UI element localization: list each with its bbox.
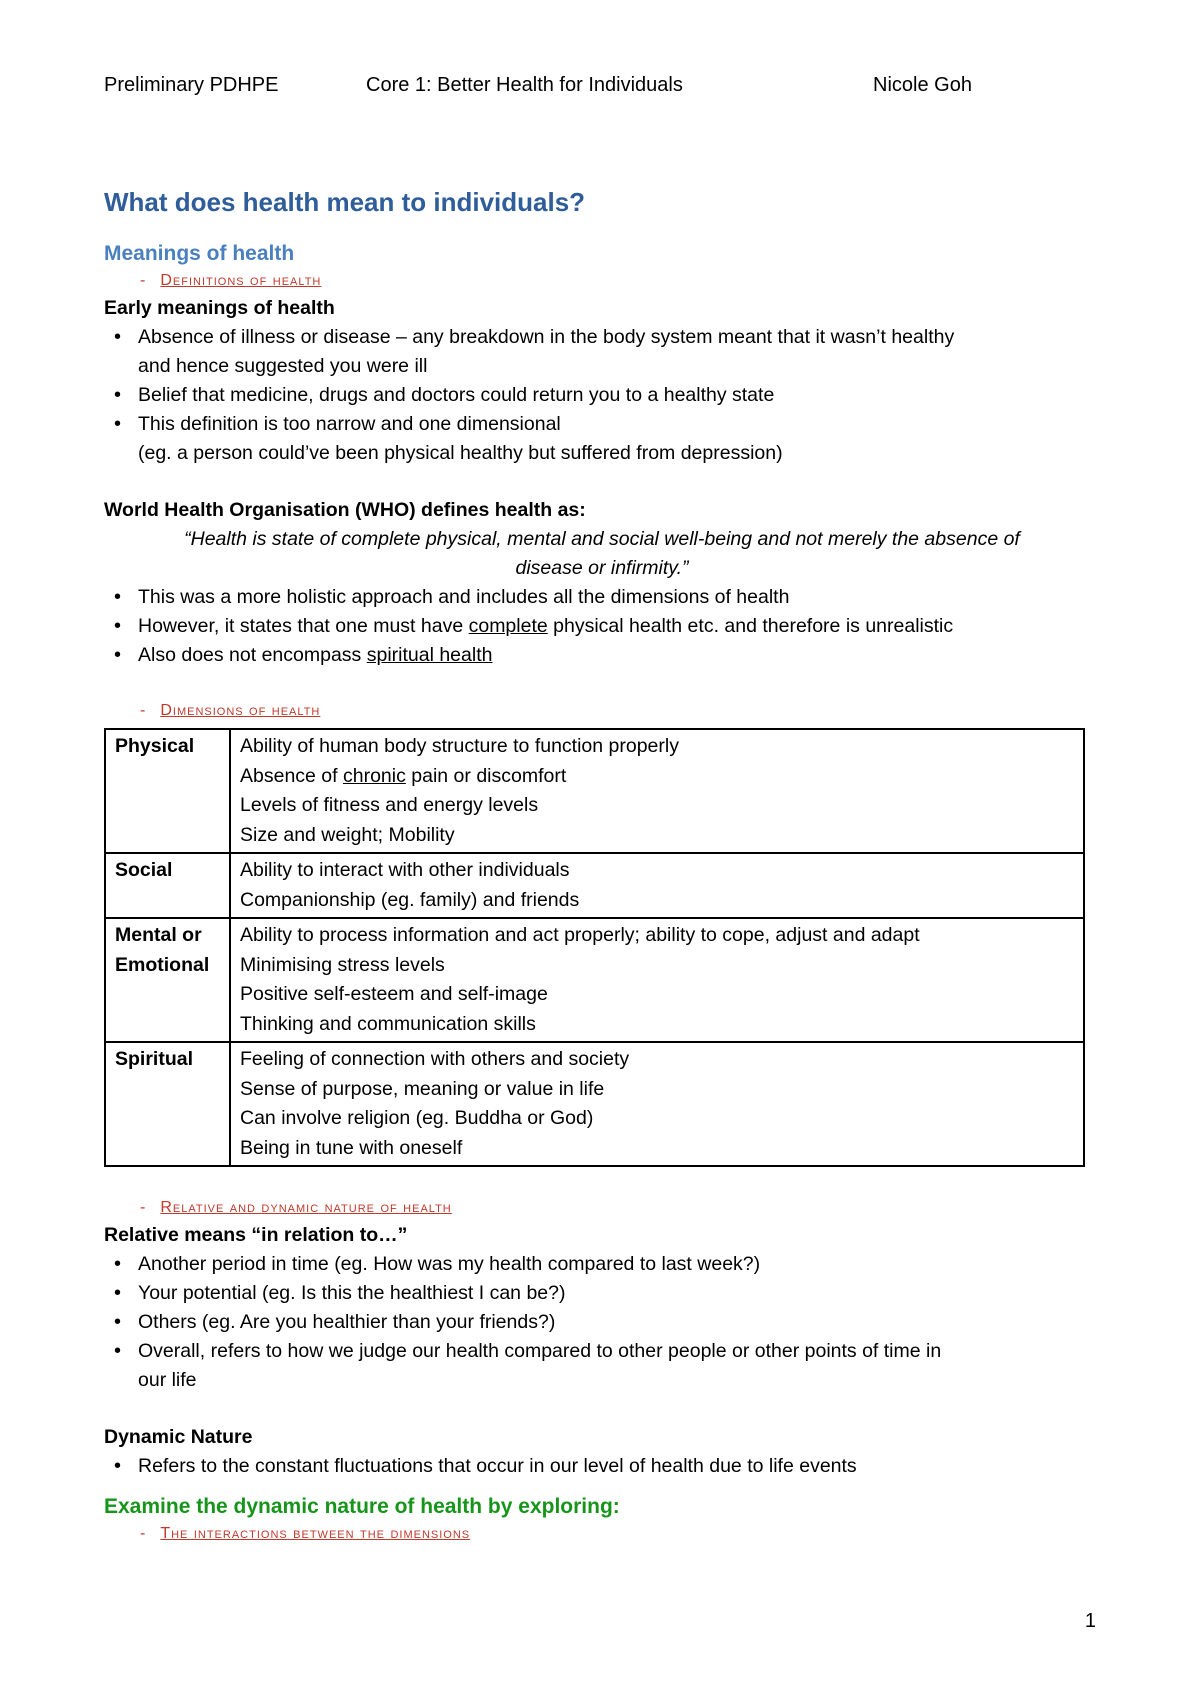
header-course: Preliminary PDHPE [104, 74, 279, 96]
dimension-description [230, 729, 1084, 853]
text-run: physical health etc. and therefore is unrealistic [547, 615, 954, 637]
list-item [138, 612, 1100, 641]
interactions-subheading: - The interactions between the dimensions [140, 1525, 471, 1542]
underlined-text: complete [468, 615, 548, 637]
relative-heading: Relative means “in relation to…” [104, 1224, 408, 1246]
early-meanings-heading: Early meanings of health [104, 297, 335, 319]
table-row [105, 1042, 1084, 1166]
description-line: Feeling of connection with others and society [240, 1048, 630, 1070]
list-item: • This definition is too narrow and one dimensional [138, 410, 1100, 439]
relative-subheading-text: Relative and dynamic nature of health [160, 1199, 452, 1216]
description-line: Companionship (eg. family) and friends [240, 888, 580, 911]
early-meanings-list [104, 323, 1100, 352]
dynamic-list [104, 1452, 1100, 1481]
list-item [138, 641, 1100, 670]
who-heading: World Health Organisation (WHO) defines health as: [104, 499, 586, 521]
dimension-name: Mental or Emotional [105, 918, 230, 1042]
dimension-name: Spiritual [105, 1042, 230, 1166]
description-line: Minimising stress levels [240, 953, 445, 976]
description-line: Can involve religion (eg. Buddha or God) [240, 1107, 594, 1129]
dimensions-subheading-text: Dimensions of health [160, 702, 321, 719]
dimension-description [230, 918, 1084, 1042]
early-meanings-list-cont [104, 381, 1100, 439]
description-line: Positive self-esteem and self-image [240, 983, 548, 1005]
description-line [240, 762, 1074, 792]
description-line: Ability to process information and act properly; ability to cope, adjust and adapt [240, 924, 920, 946]
dimension-description [230, 1042, 1084, 1166]
text-run: Also does not encompass [138, 644, 367, 666]
underlined-text: chronic [342, 764, 406, 787]
list-item: • Overall, refers to how we judge our health compared to other people or other points of time in [138, 1337, 1100, 1366]
list-item: • Absence of illness or disease – any breakdown in the body system meant that it wasn’t healthy [138, 323, 1100, 352]
dimension-name: Social [105, 853, 230, 918]
underlined-text: spiritual health [366, 644, 493, 666]
description-line: Thinking and communication skills [240, 1012, 536, 1035]
list-item: • Refers to the constant fluctuations that occur in our level of health due to life events [138, 1452, 1100, 1481]
description-line: Ability of human body structure to function properly [240, 735, 679, 757]
dimensions-subheading: - Dimensions of health [140, 702, 321, 719]
interactions-subheading-text: The interactions between the dimensions [160, 1525, 471, 1542]
table-row [105, 918, 1084, 1042]
who-quote [104, 525, 1100, 583]
text-run: Absence of [240, 764, 343, 787]
list-item: • Another period in time (eg. How was my health compared to last week?) [138, 1250, 1100, 1279]
dimension-description [230, 853, 1084, 918]
who-points-list [104, 583, 1100, 670]
who-quote-line: disease or infirmity.” [515, 557, 689, 579]
dimension-name: Physical [105, 729, 230, 853]
list-item: • This was a more holistic approach and includes all the dimensions of health [138, 583, 1100, 612]
document-body [104, 186, 1100, 1547]
text-run: pain or discomfort [405, 764, 567, 787]
header-author: Nicole Goh [873, 74, 972, 96]
description-line: Levels of fitness and energy levels [240, 794, 539, 816]
definitions-subheading: - Definitions of health [140, 272, 322, 289]
description-line: Sense of purpose, meaning or value in life [240, 1077, 605, 1100]
examine-heading: Examine the dynamic nature of health by exploring: [104, 1495, 620, 1518]
header-topic: Core 1: Better Health for Individuals [366, 74, 683, 96]
text-run: However, it states that one must have [138, 615, 469, 637]
page-header [104, 74, 1104, 100]
page-title: What does health mean to individuals? [104, 187, 586, 217]
relative-subheading: - Relative and dynamic nature of health [140, 1199, 452, 1216]
description-line: Size and weight; Mobility [240, 823, 455, 846]
page-number: 1 [1084, 1610, 1096, 1632]
definitions-subheading-text: Definitions of health [160, 272, 322, 289]
description-line: Being in tune with oneself [240, 1136, 463, 1159]
list-item: • Others (eg. Are you healthier than your friends?) [138, 1308, 1100, 1337]
table-row [105, 853, 1084, 918]
dynamic-heading: Dynamic Nature [104, 1426, 253, 1448]
table-row [105, 729, 1084, 853]
list-item-continuation: (eg. a person could’ve been physical healthy but suffered from depression) [138, 442, 783, 464]
list-item-continuation: and hence suggested you were ill [138, 355, 428, 377]
meanings-heading: Meanings of health [104, 242, 295, 265]
list-item: • Belief that medicine, drugs and doctors could return you to a healthy state [138, 381, 1100, 410]
who-quote-line: “Health is state of complete physical, mental and social well-being and not merely the absence of [184, 528, 1020, 550]
list-item-continuation: our life [138, 1369, 197, 1391]
list-item: • Your potential (eg. Is this the healthiest I can be?) [138, 1279, 1100, 1308]
description-line: Ability to interact with other individuals [240, 859, 570, 881]
dimensions-table [104, 728, 1085, 1167]
relative-list [104, 1250, 1100, 1366]
